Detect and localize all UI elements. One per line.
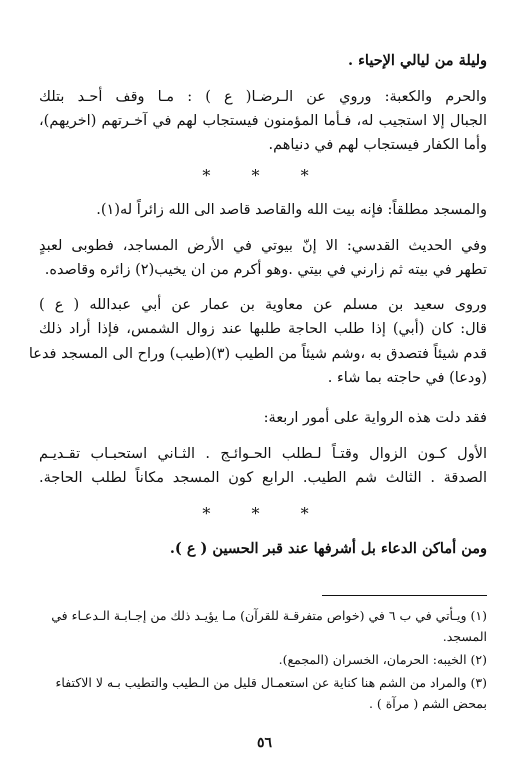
footnote-line: المسجد.	[442, 629, 487, 644]
text-line: وليلة من ليالي الإحياء .	[347, 52, 487, 69]
footnote-line: بمحض الشم ( مرآة ) .	[368, 696, 487, 711]
text-line: الصدقة . الثالث شم الطيب. الرابع كون المسجد مكاناً لطلب الحاجة.	[39, 470, 487, 486]
section-separator: * * *	[202, 166, 327, 185]
footnote-divider	[322, 595, 487, 596]
text-line: قال: كان (أبي) إذا طلب الحاجة طلبها عند زوال الشمس، فإذا أراد ذلك	[39, 321, 487, 337]
text-line: ومن أماكن الدعاء بل أشرفها عند قبر الحسين ( ع ).	[169, 540, 487, 557]
text-line: والحرم والكعبة: وروي عن الـرضـا( ع ) : مـا وقف أحـد بتلك	[39, 89, 487, 105]
text-line: والمسجد مطلقاً: فإنه بيت الله والقاصد قاصد الى الله زائراً له(١).	[96, 202, 487, 218]
page-number: ٥٦	[256, 735, 273, 751]
footnote-line: (٢) الخيبه: الحرمان، الخسران (المجمع).	[278, 652, 487, 667]
text-line: الأول كـون الزوال وقتـاً لـطلب الحـوائـج . الثـاني استحبـاب تقـديـم	[39, 446, 487, 462]
footnote-line: (٣) والمراد من الشم هنا كناية عن استعمـال قليل من الـطيب والتطيب بـه لا الاكتفاء	[55, 675, 487, 690]
text-line: (ودعا) في حاجته بما شاء .	[327, 370, 487, 386]
text-line: وروى سعيد بن مسلم عن معاوية بن عمار عن أبي عبدالله ( ع )	[39, 297, 487, 313]
text-line: تطهر في بيته ثم زارني في بيتي .وهو أكرم من ان يخيب(٢) زائره وقاصده.	[44, 262, 487, 278]
footnote-line: (١) ويـأتي في ب ٦ في (خواص متفرقـة للقرآن) مـا يؤيـد ذلك من إجـابـة الـدعـاء في	[51, 608, 487, 623]
section-separator: * * *	[202, 504, 327, 523]
text-line: قدم شيئاً فتصدق به ،وشم شيئاً من الطيب (٣)(طيب) وراح الى المسجد فدعا	[28, 346, 487, 362]
text-line: فقد دلت هذه الرواية على أمور اربعة:	[263, 410, 487, 426]
text-line: وأما الكفار فيستجاب لهم في دنياهم.	[268, 137, 487, 153]
text-line: الجبال إلا استجيب له، فـأما المؤمنون فيستجاب لهم في آخـرتهم (اخريهم)،	[39, 113, 487, 129]
text-line: وفي الحديث القدسي: الا إنّ بيوتي في الأرض المساجد، فطوبى لعبدٍ	[39, 238, 487, 254]
